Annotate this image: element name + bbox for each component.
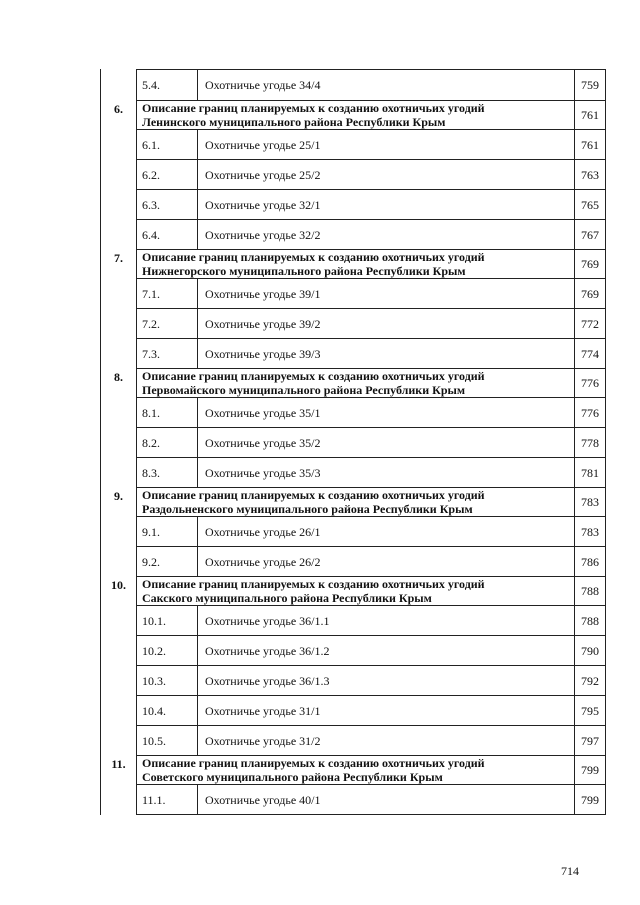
section-title-line2: Раздольненского муниципального района Республики Крым	[142, 502, 473, 516]
section-number: 8.	[101, 369, 137, 398]
item-page-number: 786	[575, 547, 606, 577]
section-number: 11.	[101, 756, 137, 785]
item-row	[101, 606, 606, 636]
item-row	[101, 428, 606, 458]
section-number-spacer	[101, 160, 137, 190]
item-page-number: 790	[575, 636, 606, 666]
item-number: 7.1.	[137, 279, 198, 309]
item-name: Охотничье угодье 34/4	[198, 70, 575, 101]
item-page-number: 767	[575, 220, 606, 250]
section-title-line1: Описание границ планируемых к созданию охотничьих угодий	[142, 101, 485, 115]
item-page-number: 792	[575, 666, 606, 696]
item-name: Охотничье угодье 39/1	[198, 279, 575, 309]
item-number: 8.2.	[137, 428, 198, 458]
item-number: 9.1.	[137, 517, 198, 547]
section-number: 7.	[101, 250, 137, 279]
contents-table-body	[101, 70, 606, 815]
section-title	[137, 250, 575, 279]
section-page-number: 761	[575, 101, 606, 130]
section-number-spacer	[101, 785, 137, 815]
item-page-number: 799	[575, 785, 606, 815]
item-row	[101, 190, 606, 220]
item-number: 9.2.	[137, 547, 198, 577]
item-row	[101, 220, 606, 250]
section-row	[101, 488, 606, 517]
item-name: Охотничье угодье 39/2	[198, 309, 575, 339]
item-name: Охотничье угодье 39/3	[198, 339, 575, 369]
item-row	[101, 666, 606, 696]
contents-table	[100, 69, 606, 815]
item-row	[101, 636, 606, 666]
section-title-line2: Сакского муниципального района Республики Крым	[142, 591, 432, 605]
item-page-number: 769	[575, 279, 606, 309]
item-number: 10.4.	[137, 696, 198, 726]
section-number-spacer	[101, 636, 137, 666]
section-number-spacer	[101, 309, 137, 339]
item-row	[101, 458, 606, 488]
item-name: Охотничье угодье 36/1.2	[198, 636, 575, 666]
section-page-number: 788	[575, 577, 606, 606]
item-page-number: 776	[575, 398, 606, 428]
section-title	[137, 577, 575, 606]
item-name: Охотничье угодье 32/2	[198, 220, 575, 250]
item-name: Охотничье угодье 32/1	[198, 190, 575, 220]
section-title-line1: Описание границ планируемых к созданию охотничьих угодий	[142, 756, 485, 770]
item-row	[101, 398, 606, 428]
section-title	[137, 101, 575, 130]
item-name: Охотничье угодье 26/2	[198, 547, 575, 577]
section-number-spacer	[101, 547, 137, 577]
item-row	[101, 547, 606, 577]
section-number-spacer	[101, 190, 137, 220]
section-title-line1: Описание границ планируемых к созданию охотничьих угодий	[142, 369, 485, 383]
item-name: Охотничье угодье 36/1.3	[198, 666, 575, 696]
item-row	[101, 70, 606, 101]
section-row	[101, 101, 606, 130]
section-number-spacer	[101, 339, 137, 369]
item-number: 10.5.	[137, 726, 198, 756]
item-number: 10.2.	[137, 636, 198, 666]
item-row	[101, 785, 606, 815]
item-name: Охотничье угодье 40/1	[198, 785, 575, 815]
section-number-spacer	[101, 130, 137, 160]
section-number-spacer	[101, 696, 137, 726]
section-number-spacer	[101, 666, 137, 696]
section-title-line2: Нижнегорского муниципального района Республики Крым	[142, 264, 466, 278]
item-page-number: 772	[575, 309, 606, 339]
section-number-spacer	[101, 726, 137, 756]
section-title-line2: Советского муниципального района Республики Крым	[142, 770, 443, 784]
section-page-number: 783	[575, 488, 606, 517]
item-page-number: 778	[575, 428, 606, 458]
item-number: 8.1.	[137, 398, 198, 428]
section-number: 6.	[101, 101, 137, 130]
section-number: 9.	[101, 488, 137, 517]
item-row	[101, 130, 606, 160]
item-name: Охотничье угодье 35/1	[198, 398, 575, 428]
item-number: 5.4.	[137, 70, 198, 101]
section-number-spacer	[101, 606, 137, 636]
item-name: Охотничье угодье 26/1	[198, 517, 575, 547]
section-title-line2: Первомайского муниципального района Республики Крым	[142, 383, 466, 397]
page-number: 714	[561, 864, 579, 878]
item-page-number: 774	[575, 339, 606, 369]
item-name: Охотничье угодье 35/2	[198, 428, 575, 458]
item-number: 6.4.	[137, 220, 198, 250]
section-number-spacer	[101, 517, 137, 547]
item-name: Охотничье угодье 25/2	[198, 160, 575, 190]
item-number: 10.3.	[137, 666, 198, 696]
item-page-number: 788	[575, 606, 606, 636]
section-title-line1: Описание границ планируемых к созданию охотничьих угодий	[142, 488, 485, 502]
section-title	[137, 369, 575, 398]
item-page-number: 765	[575, 190, 606, 220]
item-name: Охотничье угодье 25/1	[198, 130, 575, 160]
item-name: Охотничье угодье 36/1.1	[198, 606, 575, 636]
item-name: Охотничье угодье 31/2	[198, 726, 575, 756]
section-page-number: 769	[575, 250, 606, 279]
section-number-spacer	[101, 220, 137, 250]
item-page-number: 795	[575, 696, 606, 726]
item-number: 6.3.	[137, 190, 198, 220]
item-row	[101, 517, 606, 547]
item-page-number: 781	[575, 458, 606, 488]
item-name: Охотничье угодье 31/1	[198, 696, 575, 726]
item-page-number: 797	[575, 726, 606, 756]
item-row	[101, 726, 606, 756]
item-row	[101, 309, 606, 339]
item-number: 7.3.	[137, 339, 198, 369]
item-row	[101, 339, 606, 369]
item-number: 7.2.	[137, 309, 198, 339]
section-row	[101, 577, 606, 606]
section-number-spacer	[101, 428, 137, 458]
item-name: Охотничье угодье 35/3	[198, 458, 575, 488]
section-page-number: 776	[575, 369, 606, 398]
item-row	[101, 160, 606, 190]
section-title-line1: Описание границ планируемых к созданию охотничьих угодий	[142, 250, 485, 264]
section-number: 10.	[101, 577, 137, 606]
section-row	[101, 250, 606, 279]
item-number: 6.2.	[137, 160, 198, 190]
section-page-number: 799	[575, 756, 606, 785]
item-row	[101, 279, 606, 309]
item-number: 11.1.	[137, 785, 198, 815]
item-number: 10.1.	[137, 606, 198, 636]
item-number: 8.3.	[137, 458, 198, 488]
section-number-spacer	[101, 279, 137, 309]
section-number-spacer	[101, 398, 137, 428]
section-number-spacer	[101, 458, 137, 488]
item-row	[101, 696, 606, 726]
section-row	[101, 756, 606, 785]
section-row	[101, 369, 606, 398]
item-page-number: 763	[575, 160, 606, 190]
section-title	[137, 756, 575, 785]
item-page-number: 761	[575, 130, 606, 160]
item-page-number: 759	[575, 70, 606, 101]
section-title-line2: Ленинского муниципального района Республики Крым	[142, 115, 446, 129]
section-title	[137, 488, 575, 517]
item-page-number: 783	[575, 517, 606, 547]
section-number-spacer	[101, 70, 137, 101]
section-title-line1: Описание границ планируемых к созданию охотничьих угодий	[142, 577, 485, 591]
item-number: 6.1.	[137, 130, 198, 160]
